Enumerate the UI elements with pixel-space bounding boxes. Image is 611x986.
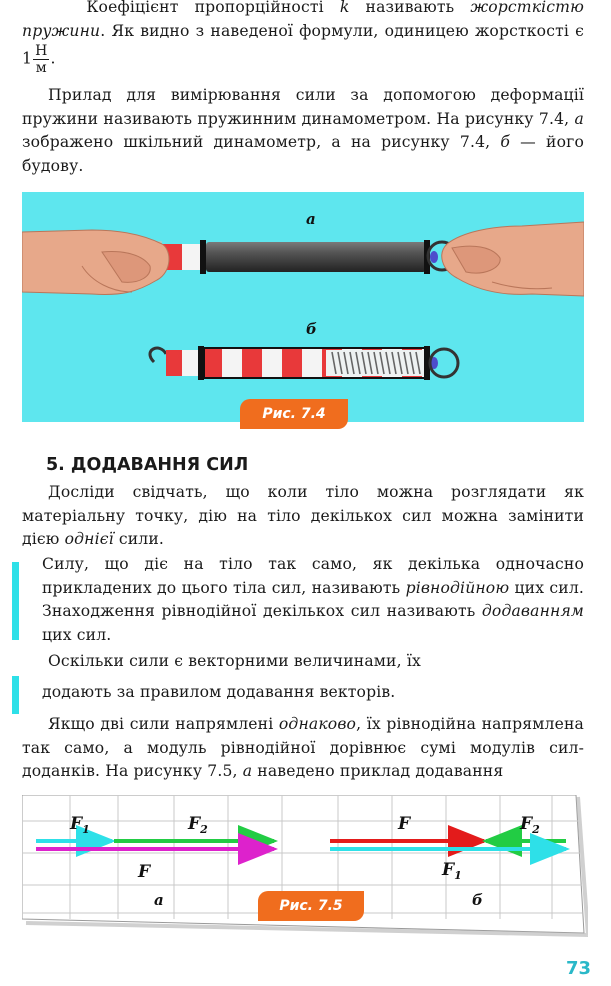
figure-7-5 [22, 795, 588, 945]
definition-resultant: Силу, що діє на тіло так само, як декілька одночасно прикладених до цього тіла сил, називають рівнодійною цих сил. Знаходження рівнодійної декількох сил називають додаванням цих сил. [42, 555, 585, 644]
label-f-b: F [398, 814, 411, 834]
figure-7-4 [22, 192, 584, 422]
dynamometer-b [150, 346, 458, 380]
label-f1-b: $F_1$ [442, 860, 462, 882]
page-number: 73 [565, 958, 591, 979]
dynamometer-a [162, 240, 456, 274]
right-hand [442, 222, 584, 296]
fig74-label-b: б [306, 320, 317, 338]
paragraph-experiments: Досліди свідчать, що коли тіло можна розглядати як матеріальну точку, дію на тіло декількох сил можна замінити дією однієї сили. [22, 483, 584, 548]
k-symbol: k [339, 0, 350, 16]
rule-vector-addition: додають за правилом додавання векторів. [42, 683, 396, 701]
label-f2-a: $F_2$ [188, 814, 208, 836]
fig75-label-a: а [154, 891, 164, 909]
fig75-label-b: б [472, 891, 483, 909]
paragraph-vectors: Оскільки сили є векторними величинами, їх [48, 652, 421, 670]
unit-fraction: $\frac{Н}{м}$ [35, 43, 48, 76]
paragraph-stiffness: Коефіцієнт пропорційності k називають жорсткістю пружини. Як видно з наведеної формули, одиницею жорсткості є 1 $\frac{Н}{м}$ . [22, 0, 584, 76]
left-hand [22, 230, 169, 294]
dynamometer-illustration [22, 192, 584, 422]
fig75-caption: Рис. 7.5 [258, 891, 364, 921]
label-f2-b: $F_2$ [520, 814, 540, 836]
fig74-label-a: а [306, 210, 316, 228]
paragraph-same-direction: Якщо дві сили напрямлені однаково, їх рівнодійна напрямлена так само, а модуль рівнодійної дорівнює сумі модулів сил-доданків. На рисунку 7.5, а наведено приклад додавання [22, 715, 584, 780]
section-heading: 5. ДОДАВАННЯ СИЛ [46, 455, 249, 475]
term-stiffness: жорсткістю пружини [22, 0, 584, 40]
label-f1-a: $F_1$ [70, 814, 90, 836]
definition-bar [12, 562, 19, 640]
rule-bar [12, 676, 19, 714]
label-f-a: F [138, 862, 151, 882]
fig74-caption: Рис. 7.4 [240, 399, 348, 429]
paragraph-dynamometer: Прилад для вимірювання сили за допомогою деформації пружини називають пружинним динамометром. На рисунку 7.4, а зображено шкільний динамометр, а на рисунку 7.4, б — його будову. [22, 86, 584, 175]
